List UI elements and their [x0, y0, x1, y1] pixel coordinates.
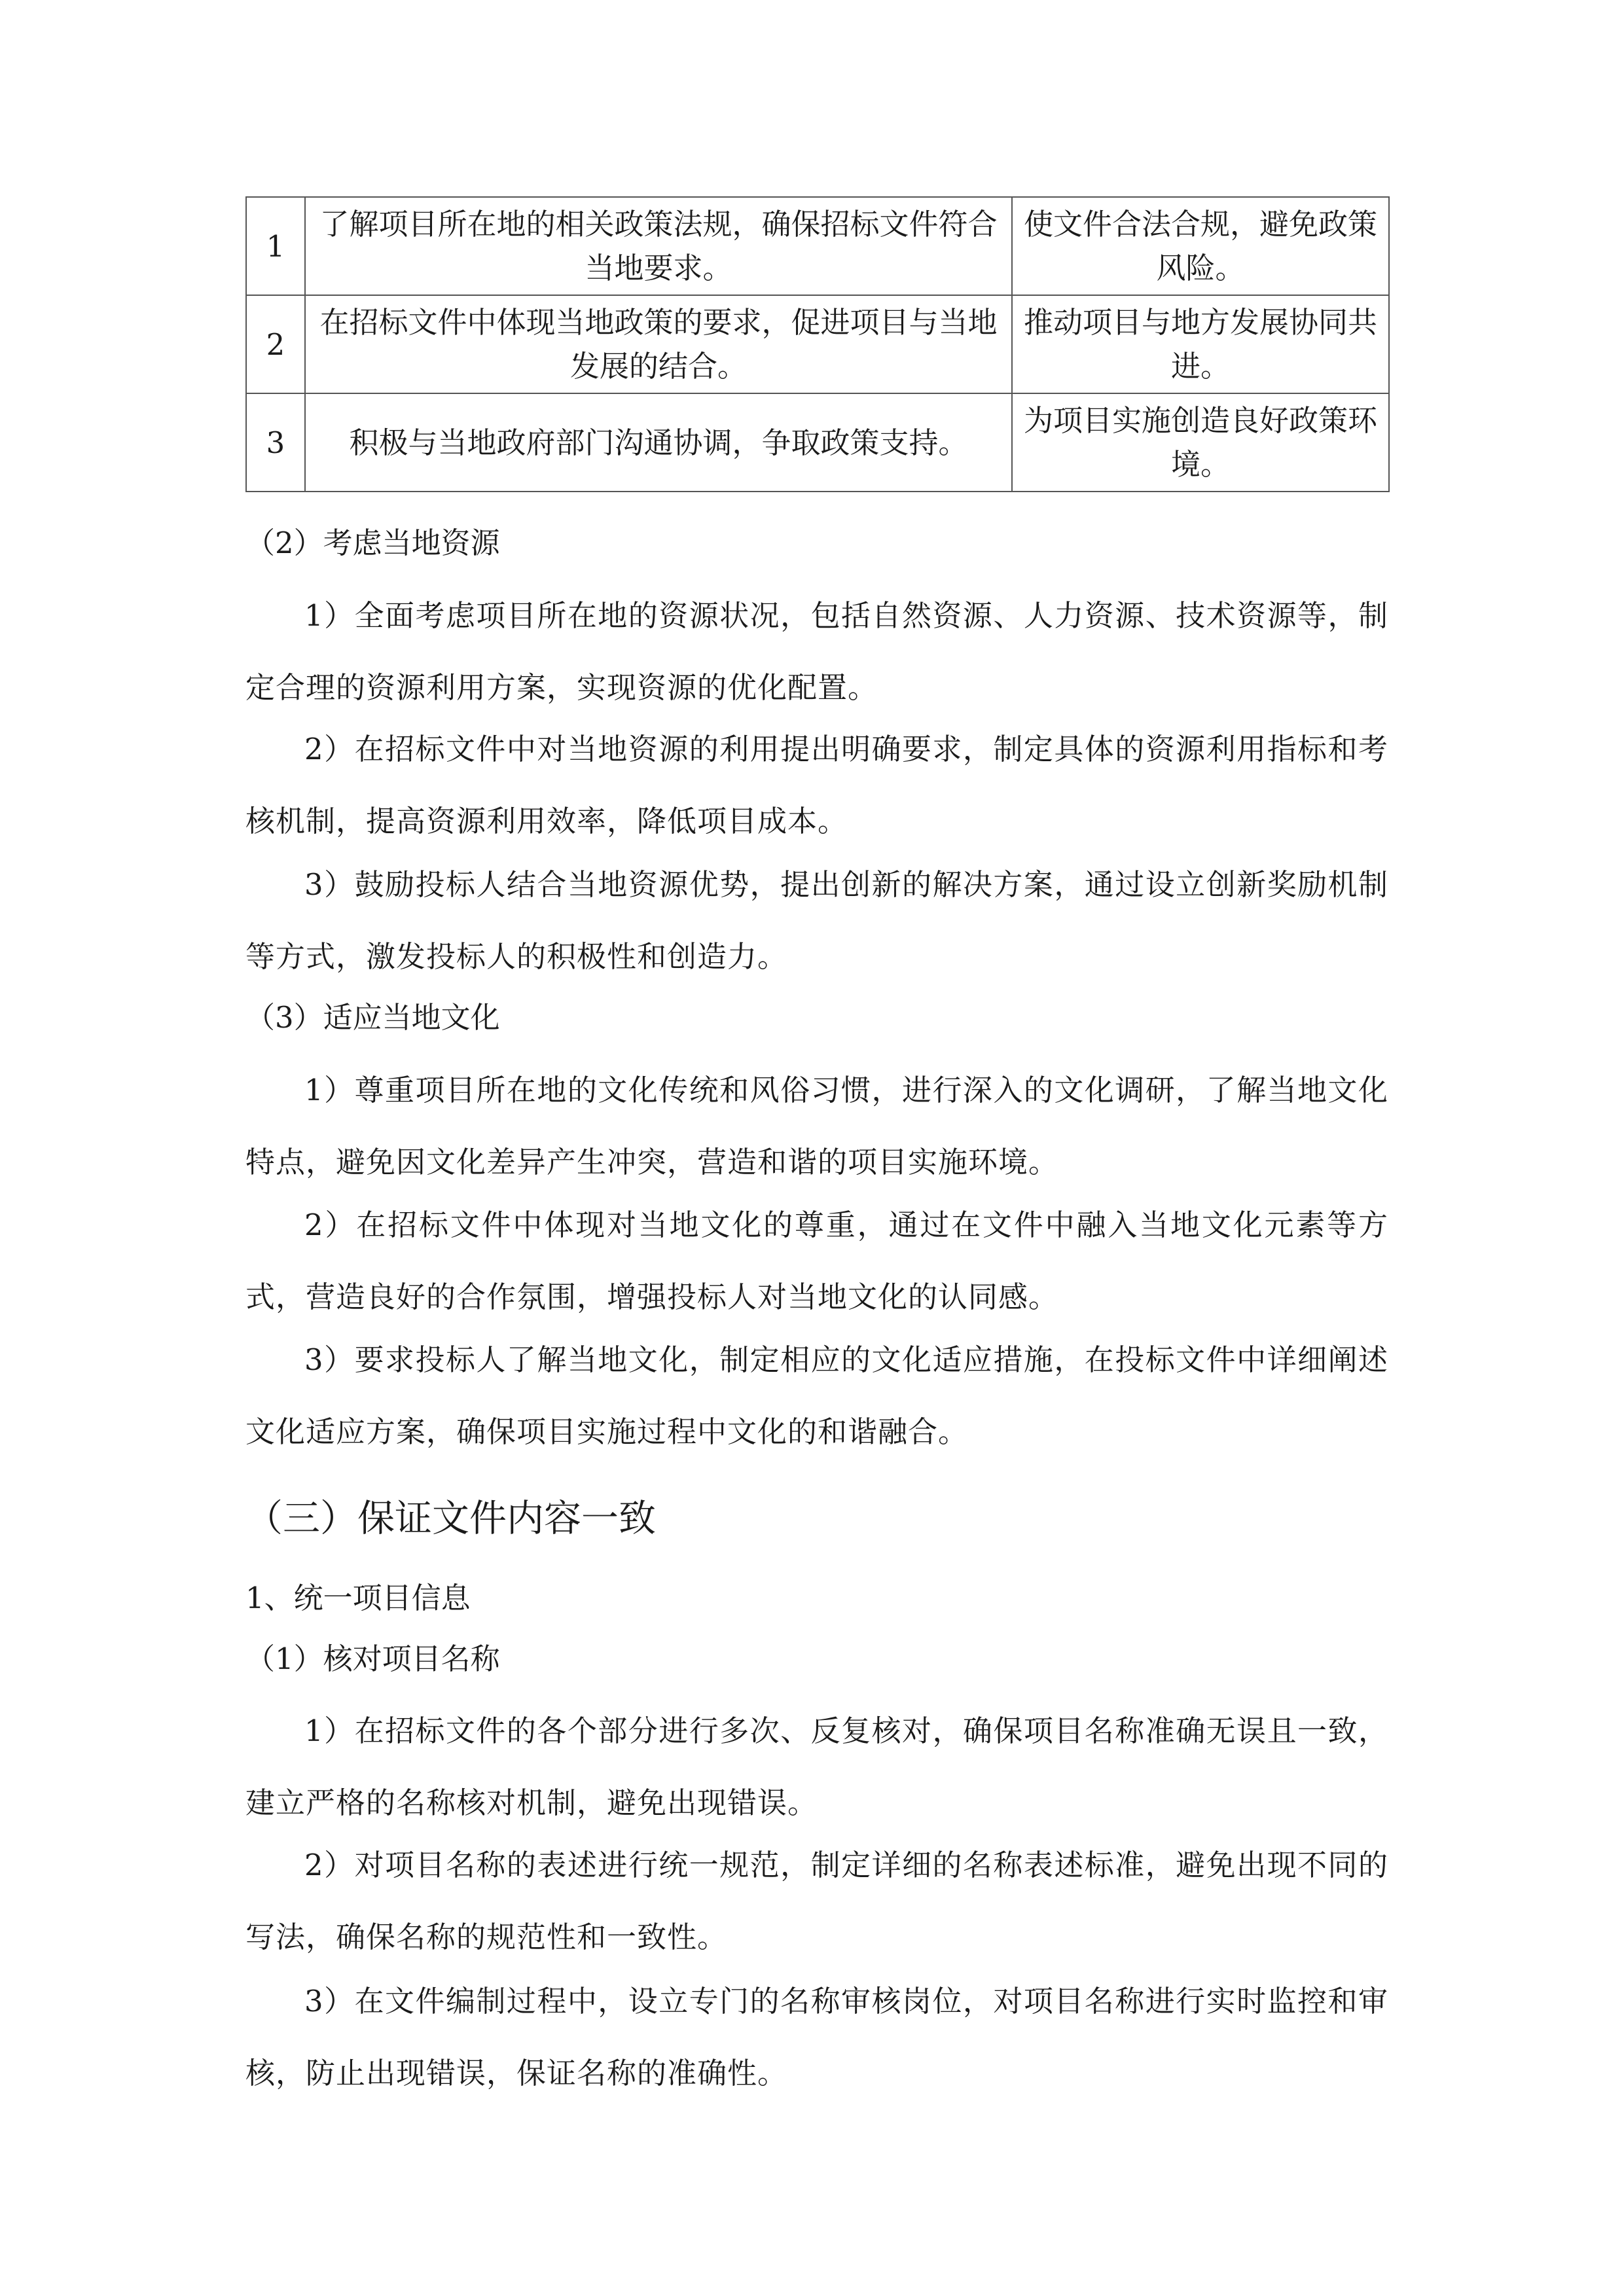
- name-check-paragraph-2: 2）对项目名称的表述进行统一规范，制定详细的名称表述标准，避免出现不同的写法，确保名称的规范性和一致性。: [245, 1848, 1388, 1954]
- subsection-heading: （1）核对项目名称: [245, 1641, 500, 1676]
- table-row: [246, 393, 1389, 492]
- row-number: 3: [246, 393, 305, 492]
- item-heading: 1、统一项目信息: [245, 1581, 471, 1615]
- row-number: 1: [246, 197, 305, 295]
- culture-paragraph-2: 2）在招标文件中体现对当地文化的尊重，通过在文件中融入当地文化元素等方式，营造良好的合作氛围，增强投标人对当地文化的认同感。: [245, 1208, 1388, 1314]
- policy-measures-table: [245, 196, 1390, 492]
- culture-paragraph-3: 3）要求投标人了解当地文化，制定相应的文化适应措施，在投标文件中详细阐述文化适应方案，确保项目实施过程中文化的和谐融合。: [245, 1342, 1388, 1449]
- row-number: 2: [246, 295, 305, 393]
- measure-cell: 积极与当地政府部门沟通协调，争取政策支持。: [305, 393, 1012, 492]
- table-row: [246, 197, 1389, 295]
- table-row: [246, 295, 1389, 393]
- name-check-paragraph-1: 1）在招标文件的各个部分进行多次、反复核对，确保项目名称准确无误且一致，建立严格的名称核对机制，避免出现错误。: [245, 1713, 1388, 1820]
- resources-paragraph-2: 2）在招标文件中对当地资源的利用提出明确要求，制定具体的资源利用指标和考核机制，提高资源利用效率，降低项目成本。: [245, 732, 1388, 838]
- effect-cell: 为项目实施创造良好政策环境。: [1012, 393, 1389, 492]
- culture-paragraph-1: 1）尊重项目所在地的文化传统和风俗习惯，进行深入的文化调研，了解当地文化特点，避免因文化差异产生冲突，营造和谐的项目实施环境。: [245, 1073, 1388, 1179]
- culture-heading: （3）适应当地文化: [245, 1000, 500, 1035]
- effect-cell: 推动项目与地方发展协同共进。: [1012, 295, 1389, 393]
- resources-paragraph-1: 1）全面考虑项目所在地的资源状况，包括自然资源、人力资源、技术资源等，制定合理的资源利用方案，实现资源的优化配置。: [245, 598, 1388, 705]
- resources-heading: （2）考虑当地资源: [245, 526, 500, 560]
- section-heading: （三）保证文件内容一致: [245, 1497, 656, 1540]
- measure-cell: 了解项目所在地的相关政策法规，确保招标文件符合当地要求。: [305, 197, 1012, 295]
- resources-paragraph-3: 3）鼓励投标人结合当地资源优势，提出创新的解决方案，通过设立创新奖励机制等方式，激发投标人的积极性和创造力。: [245, 867, 1388, 974]
- name-check-paragraph-3: 3）在文件编制过程中，设立专门的名称审核岗位，对项目名称进行实时监控和审核，防止出现错误，保证名称的准确性。: [245, 1984, 1388, 2090]
- effect-cell: 使文件合法合规，避免政策风险。: [1012, 197, 1389, 295]
- measure-cell: 在招标文件中体现当地政策的要求，促进项目与当地发展的结合。: [305, 295, 1012, 393]
